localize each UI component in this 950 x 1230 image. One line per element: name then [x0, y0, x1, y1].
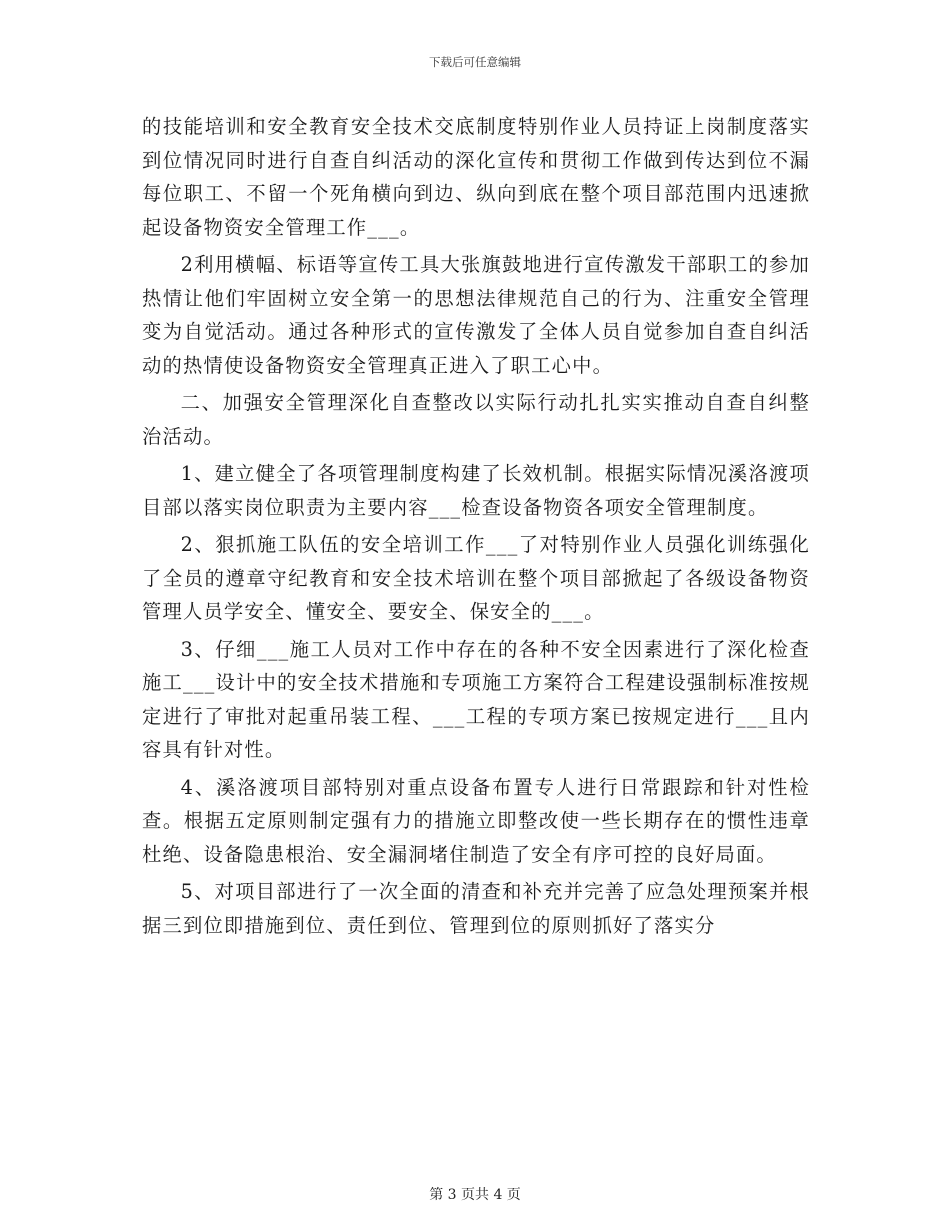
paragraph-4: 1、建立健全了各项管理制度构建了长效机制。根据实际情况溪洛渡项目部以落实岗位职责为主要内容___检查设备物资各项安全管理制度。 — [142, 462, 810, 519]
paragraph-3: 二、加强安全管理深化自查整改以实际行动扎扎实实推动自查自纠整治活动。 — [142, 391, 810, 448]
paragraph-7: 4、溪洛渡项目部特别对重点设备布置专人进行日常跟踪和针对性检查。根据五定原则制定强有力的措施立即整改使一些长期存在的惯性违章杜绝、设备隐患根治、安全漏洞堵住制造了安全有序可控的良好局面。 — [142, 775, 810, 866]
document-body — [142, 110, 810, 942]
page-header: 下载后可任意编辑 — [429, 55, 521, 69]
paragraph-1: 的技能培训和安全教育安全技术交底制度特别作业人员持证上岗制度落实到位情况同时进行自查自纠活动的深化宣传和贯彻工作做到传达到位不漏每位职工、不留一个死角横向到边、纵向到底在整个项目部范围内迅速掀起设备物资安全管理工作___。 — [142, 115, 810, 239]
paragraph-6: 3、仔细___施工人员对工作中存在的各种不安全因素进行了深化检查施工___设计中的安全技术措施和专项施工方案符合工程建设强制标准按规定进行了审批对起重吊装工程、___工程的专项方案已按规定进行___且内容具有针对性。 — [142, 637, 810, 761]
paragraph-8: 5、对项目部进行了一次全面的清查和补充并完善了应急处理预案并根据三到位即措施到位、责任到位、管理到位的原则抓好了落实分 — [142, 880, 810, 937]
page-footer: 第 3 页共 4 页 — [429, 1187, 521, 1203]
paragraph-2: 2利用横幅、标语等宣传工具大张旗鼓地进行宣传激发干部职工的参加热情让他们牢固树立安全第一的思想法律规范自己的行为、注重安全管理变为自觉活动。通过各种形式的宣传激发了全体人员自觉参加自查自纠活动的热情使设备物资安全管理真正进入了职工心中。 — [142, 253, 810, 377]
paragraph-5: 2、狠抓施工队伍的安全培训工作___了对特别作业人员强化训练强化了全员的遵章守纪教育和安全技术培训在整个项目部掀起了各级设备物资管理人员学安全、懂安全、要安全、保安全的___。 — [142, 533, 810, 623]
